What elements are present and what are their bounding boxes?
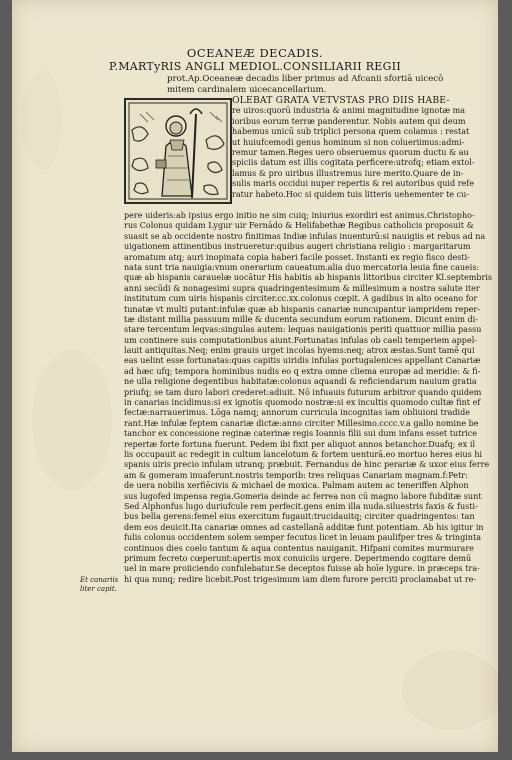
text-line: uel in mare proiiciendo confulebatur.Se deceptos fuisse ab hoīe lygure. in præceps tra- (124, 564, 480, 574)
text-line: ut huiufcemodi genus hominum si non colueriimus:admi- (232, 137, 465, 147)
text-line: um continere suis computationibus aiunt.Fortunatas infulas ob caeli temperiem appel- (124, 335, 478, 345)
text-line: am & gomeram inuaferunt.nostris temporib: tres reliquas Canariam magnam.f:Petr: (124, 470, 468, 480)
text-line: sulis maris occidui nuper repertis & rei autoribus quid refe (232, 179, 475, 189)
text-line: dem eos deuicit.Ita canariæ omnes ad castellanā additæ funt potentiam. Ab his igitur in (124, 522, 484, 532)
text-line: spiciis datum est illis cogitata perficere:utrofq; etiam extol- (232, 158, 475, 168)
text-line: fulis colonus occidentem solem semper fecutus licet in leuam paulifper tres & tringinta (124, 533, 482, 543)
text-line: tanchor ex concessione reginæ caterinæ regis Ioannis filii sui dum infans esset tutrice (124, 429, 478, 439)
text-line: fectæ:narrauerimus. Lōga namq; annorum curricula incognitas iam obliuioni tradide (124, 408, 471, 418)
text-line: priufq; se tam duro labori crederet:adiuit. Nō infuauis futurum arbitror quando quidem (124, 387, 482, 397)
text-line: pere uideris:ab ipsius ergo initio ne sim cuiq; iniurius exordiri est animus.Christopho- (124, 211, 475, 220)
text-line: primum fecreto cœperunt:apertis mox conuiciis urgere. Deperimendo cogitare demū (124, 553, 472, 563)
margin-note-line: Et canariis (80, 576, 119, 584)
text-line: institutum cum uiris hispanis circiter.cc.xx.colonus cœpit. A gadibus in alto oceano for (124, 294, 478, 304)
historiated-initial (124, 98, 232, 204)
text-line: tunatæ vt multi putant:infulæ quæ ab hispanis canariæ nuncupantur iampridem reper- (124, 304, 480, 314)
text-line: OLEBAT GRATA VETVSTAS PRO DIIS HABE- (232, 96, 450, 106)
text-line: sus lugofed impensa regia.Gomeria deinde ac ferrea non cū magno labore fubditæ sunt (124, 491, 482, 501)
text-line: lis occupauit ac redegit in cultum lancelotum & fortem uenturā.eo mortuo heres eius hi (124, 449, 483, 459)
text-line: aromatum atq; auri inopinata copia haberi facile posset. Instanti ex regio fisco desti- (124, 252, 470, 262)
book-page (12, 0, 498, 752)
page-subtitle: P.MARTyRIS ANGLI MEDIOL.CONSILIARII REGII (108, 60, 402, 73)
text-line: remur tamen.Reges uero obseruemus quorum ductu & au (232, 147, 469, 157)
text-line: Sed Alphonfus lugo duriufcule rem perfecit.gens enim illa nuda.siluestris faxis & fusti- (124, 501, 478, 511)
text-line: re uiros:quorū industria & animi magnitudine ignotæ ma (232, 106, 465, 116)
text-line: habemus unicū sub triplici persona quem colamus : restat (232, 127, 470, 137)
text-line: lamus & pro uiribus illustremus iure merito.Quare de in- (232, 168, 464, 178)
text-line: ioribus eorum terræ panderentur. Nobis autem qui deum (232, 116, 466, 126)
chapter-heading-line: prot.Ap.Oceaneæ decadis liber primus ad Afcanii sfortiā uicecō (167, 74, 444, 84)
text-line: de uera nobilis xerfiēcivis & michael de moxica. Palmam autem ac teneriffen Alphon (124, 481, 469, 491)
margin-note-line: liter capit. (80, 585, 117, 593)
text-line: lauit antiquitas.Neq; enim grauis urget incolas hyems:neq; atrox æstas.Sunt tamē qui (124, 346, 475, 356)
text-line: hi qua nunq; redire licebit.Post trigesimum iam diem furore perciti proclamabat ut re- (124, 574, 477, 584)
text-line: rant.Hæ infulæ feptem canariæ dictæ:anno circiter Millesimo.cccc.v.a gallo nomine be (124, 418, 479, 428)
text-line: spanis uiris precio infulam utranq; præbuit. Fernandus de hinc perariæ & uxor eius ferre (124, 460, 490, 470)
text-line: continuos dies coelo tantum & aqua contentus nauiganit. Hifpani comites murmurare (124, 543, 474, 553)
opening-text-block (232, 96, 492, 200)
page-title: OCEANEÆ DECADIS. (186, 46, 324, 60)
body-text-block (124, 211, 494, 585)
chapter-heading-line: mitem cardinalem uicecancellarium. (167, 85, 327, 95)
text-line: stare tercentum leqvas:singulas autem: lequas nauigationis periti quattuor millia passu (124, 325, 482, 335)
text-line: repertæ forte fortuna fuerunt. Pedem ibi fixit per aliquot annos betanchor.Duafq; ex il (124, 439, 476, 449)
text-line: nata sunt tria nauigia:vnum onerarium caueatum.alia duo mercatoria leuia fine caueis: (124, 262, 480, 272)
text-line: ratur habeto.Hoc si quidem tuis litteris uehementer te cu- (232, 189, 470, 199)
text-line: rus Colonus quidam Lygur uir Fernādo & Helifabethæ Regibus catholicis proposuit & (124, 221, 474, 231)
text-line: ad hæc ufq; tempora hominibus nudis eo q extra omne cliema europæ ad meridie: & fi- (124, 366, 481, 376)
chapter-heading (167, 74, 467, 96)
initial-illustration-icon (126, 100, 230, 202)
text-line: ne ulla religione degentibus habitatæ:colonus aquandi & reficiendarum nauium gratia (124, 377, 477, 387)
text-line: eas uelint esse fortunatas:quas capitis uiridis infulas portugalenices appellant Canariæ (124, 356, 481, 366)
text-line: quæ ab hispanis carauelæ uocātur His habitis ab hispanis littoribus circiter Kl.septembris (124, 273, 493, 283)
text-line: in canarias incidimus:si ex ignotis quomodo nostræ:si ex incultis quomodo cultæ fint ef (124, 398, 481, 408)
text-line: tæ distant millia passuum mille & ducenta secundum eorum rationem. Dicunt enim di- (124, 314, 478, 324)
margin-note (80, 576, 124, 594)
text-line: anni secūdi & nonagesimi supra quadringentesimum & millesimum a nostra salute iter (124, 283, 480, 293)
text-line: uigationem attinentibus instrueretur:quibus augeri christiana religio : margaritarum (124, 242, 471, 252)
text-line: bus bella gerens:femel eius exercitum fugauit:trucidauitq; circiter quadringentos: tan (124, 512, 475, 522)
text-line: suasit se ab occidente nostro finitimas Indiæ infulas inuenturū:si nauigiis et rebus ad na (124, 231, 486, 241)
